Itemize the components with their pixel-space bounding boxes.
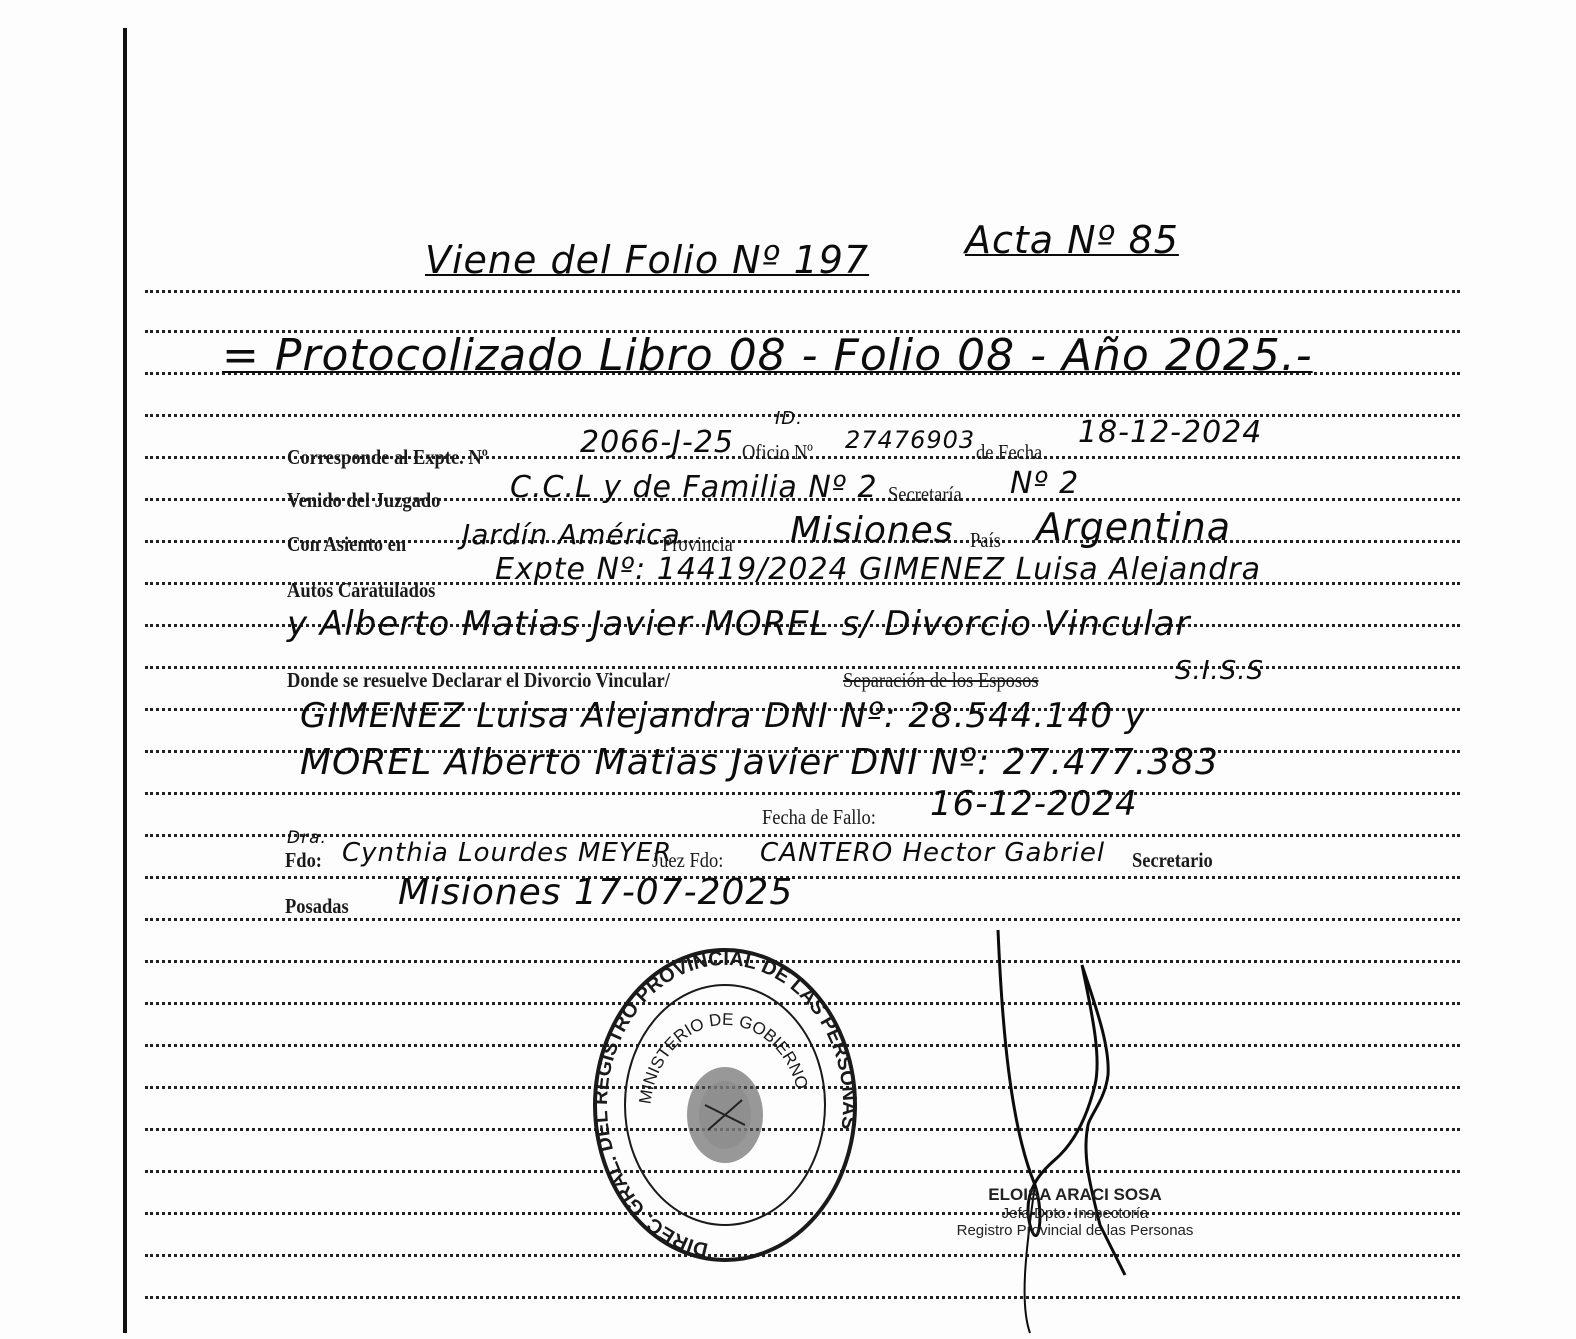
signer-name: ELOISA ARACI SOSA xyxy=(988,1185,1162,1204)
asiento-value: Jardín América xyxy=(462,518,681,551)
autos-line-1: Expte Nº: 14419/2024 GIMENEZ Luisa Alejandra xyxy=(495,552,1261,587)
resuelve-struck-text: Separación de los Esposos xyxy=(843,668,1039,692)
posadas-value: Misiones 17-07-2025 xyxy=(398,872,794,913)
seal-outer-text: DIREC. GRAL. DEL REGISTRO PROVINCIAL DE LAS PERSONAS xyxy=(590,947,860,1261)
margin-rule xyxy=(123,28,127,1333)
oficio-prefix: ID. xyxy=(775,408,803,429)
oficio-value: 27476903 xyxy=(845,426,976,454)
oficio-label: Oficio Nº xyxy=(742,440,813,464)
signature-stamp xyxy=(925,1185,1225,1239)
coat-of-arms-icon xyxy=(687,1067,763,1163)
pais-label: País xyxy=(970,528,1001,552)
spouse-1: GIMENEZ Luisa Alejandra DNI Nº: 28.544.140 y xyxy=(300,696,1146,736)
spouse-2: MOREL Alberto Matias Javier DNI Nº: 27.477.383 xyxy=(300,742,1219,783)
juzgado-value: C.C.L y de Familia Nº 2 xyxy=(510,470,878,505)
pais-value: Argentina xyxy=(1036,505,1232,549)
fallo-label: Fecha de Fallo: xyxy=(762,805,876,829)
handwritten-signature xyxy=(990,925,1140,1335)
fallo-value: 16-12-2024 xyxy=(930,784,1138,824)
fecha-value: 18-12-2024 xyxy=(1078,415,1263,450)
signer-title: Jefa Dpto. Inspectoría xyxy=(1001,1205,1149,1222)
secretaria-label: Secretaría xyxy=(888,482,962,506)
viene-folio-text: Viene del Folio Nº 197 xyxy=(425,238,870,282)
autos-line-2: y Alberto Matias Javier MOREL s/ Divorcio Vincular xyxy=(287,604,1191,644)
juez-label: Juez Fdo: xyxy=(652,848,724,872)
asiento-label: Con Asiento en xyxy=(287,532,407,556)
signer-office: Registro Provincial de las Personas xyxy=(956,1222,1194,1239)
official-seal xyxy=(590,945,860,1265)
expte-label: Corresponde al Expte. Nº xyxy=(287,445,488,469)
protocolizado-text: = Protocolizado Libro 08 - Folio 08 - Año 2025.- xyxy=(222,330,1313,381)
fdo-label: Fdo: xyxy=(285,848,322,872)
resuelve-value: S.I.S.S xyxy=(1175,656,1264,686)
secretaria-value: Nº 2 xyxy=(1010,466,1080,501)
posadas-label: Posadas xyxy=(285,894,349,918)
secretario-label: Secretario xyxy=(1132,848,1213,872)
provincia-label: Provincia xyxy=(662,532,733,556)
juez-value: Cynthia Lourdes MEYER xyxy=(342,838,673,868)
resuelve-label: Donde se resuelve Declarar el Divorcio Vincular/ xyxy=(287,668,670,692)
juzgado-label: Venido del Juzgado xyxy=(287,488,441,512)
fecha-label: de Fecha xyxy=(976,440,1043,464)
secretario-value: CANTERO Hector Gabriel xyxy=(760,838,1106,868)
acta-number-text: Acta Nº 85 xyxy=(965,218,1179,262)
fdo-prefix: Dra. xyxy=(287,828,327,848)
provincia-value: Misiones xyxy=(790,510,954,551)
autos-label: Autos Caratulados xyxy=(287,578,436,602)
expte-value: 2066-J-25 xyxy=(580,425,735,460)
seal-inner-text: MINISTERIO DE GOBIERNO xyxy=(635,1009,812,1106)
